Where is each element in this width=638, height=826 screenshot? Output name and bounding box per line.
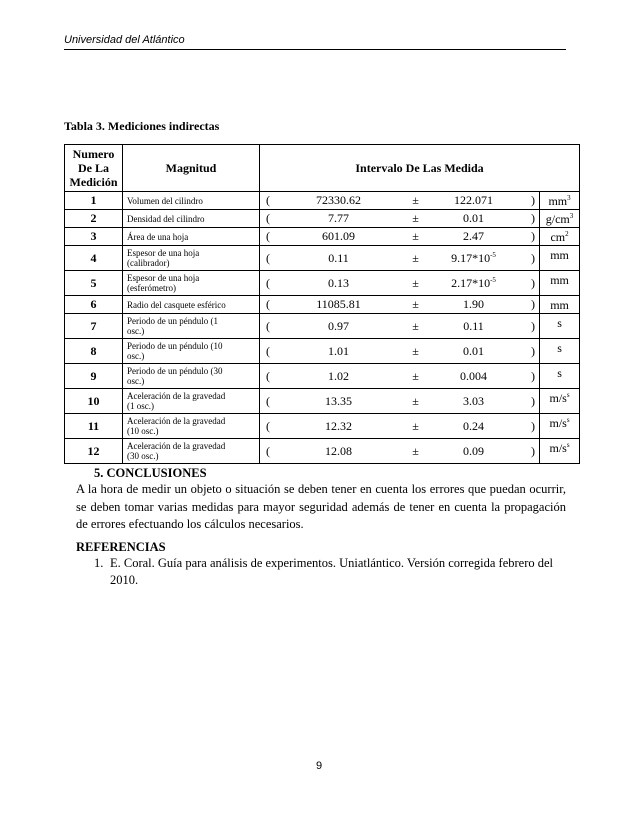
unit-text: s	[557, 341, 562, 355]
open-paren-text: (	[266, 211, 270, 225]
row-number-text: 10	[87, 393, 100, 408]
uncertainty-text: 0.01	[463, 343, 484, 358]
table-row	[65, 414, 580, 439]
row-unit	[540, 339, 580, 364]
close-paren-text: )	[531, 275, 535, 290]
plus-minus-text: ±	[412, 211, 419, 225]
magnitude-line2: osc.)	[127, 376, 145, 386]
plus-minus-text: ±	[412, 343, 419, 358]
row-value	[280, 210, 398, 228]
magnitude-line1: Espesor de una hoja	[127, 248, 200, 258]
value-text: 7.77	[328, 211, 349, 225]
row-number-text: 2	[90, 211, 97, 225]
row-unit	[540, 389, 580, 414]
magnitude-line2: osc.)	[127, 326, 145, 336]
close-paren	[514, 339, 540, 364]
close-paren	[514, 314, 540, 339]
unit-text: mm	[550, 298, 569, 312]
open-paren	[260, 192, 280, 210]
uncertainty-text: 0.004	[460, 368, 487, 383]
uncertainty-text: 1.90	[463, 297, 484, 311]
open-paren-text: (	[266, 193, 270, 207]
row-uncertainty	[434, 246, 514, 271]
row-number	[65, 339, 123, 364]
close-paren	[514, 228, 540, 246]
unit-exponent: s	[566, 441, 570, 449]
row-number-text: 4	[90, 250, 97, 265]
row-number-text: 6	[90, 297, 97, 311]
unit-text: m/s	[549, 416, 567, 430]
plus-minus-text: ±	[412, 418, 419, 433]
close-paren-text: )	[531, 418, 535, 433]
plus-minus-text: ±	[412, 393, 419, 408]
plus-minus	[398, 192, 434, 210]
close-paren-text: )	[531, 368, 535, 383]
table-row	[65, 192, 580, 210]
magnitude-line1: Densidad del cilindro	[127, 213, 205, 224]
value-text: 13.35	[325, 393, 352, 408]
unit-text: mm	[550, 273, 569, 287]
row-unit	[540, 246, 580, 271]
row-unit	[540, 439, 580, 464]
row-number-text: 1	[90, 193, 97, 207]
close-paren	[514, 414, 540, 439]
row-value	[280, 228, 398, 246]
open-paren	[260, 246, 280, 271]
magnitude-line2: (1 osc.)	[127, 401, 154, 411]
row-value	[280, 439, 398, 464]
row-uncertainty	[434, 364, 514, 389]
plus-minus	[398, 339, 434, 364]
close-paren-text: )	[531, 443, 535, 458]
uncertainty-text: 0.11	[463, 318, 484, 333]
row-value	[280, 339, 398, 364]
col-header-magnitude: Magnitud	[123, 145, 260, 192]
row-unit	[540, 414, 580, 439]
row-uncertainty	[434, 271, 514, 296]
open-paren-text: (	[266, 418, 270, 433]
plus-minus	[398, 228, 434, 246]
row-number-text: 5	[90, 275, 97, 290]
close-paren	[514, 364, 540, 389]
row-magnitude	[123, 228, 260, 246]
open-paren	[260, 439, 280, 464]
plus-minus	[398, 414, 434, 439]
row-magnitude	[123, 314, 260, 339]
reference-item	[94, 555, 566, 589]
open-paren-text: (	[266, 229, 270, 243]
unit-text: m/s	[549, 391, 567, 405]
unit-text: s	[557, 366, 562, 380]
value-text: 1.02	[328, 368, 349, 383]
measurements-table	[64, 144, 580, 464]
row-uncertainty	[434, 314, 514, 339]
close-paren	[514, 296, 540, 314]
open-paren	[260, 414, 280, 439]
table-title: Tabla 3. Mediciones indirectas	[64, 119, 220, 133]
unit-text: cm	[550, 230, 566, 244]
row-uncertainty	[434, 192, 514, 210]
open-paren-text: (	[266, 297, 270, 311]
row-magnitude	[123, 210, 260, 228]
open-paren	[260, 364, 280, 389]
plus-minus-text: ±	[412, 229, 419, 243]
row-number-text: 3	[90, 229, 97, 243]
row-uncertainty	[434, 296, 514, 314]
plus-minus	[398, 246, 434, 271]
magnitude-line2: (30 osc.)	[127, 451, 159, 461]
unit-exponent: 3	[569, 212, 574, 220]
uncertainty-text: 2.17*10	[451, 275, 491, 290]
close-paren	[514, 439, 540, 464]
row-magnitude	[123, 389, 260, 414]
col-header-number-line3: Medición	[69, 175, 118, 189]
table-row	[65, 271, 580, 296]
row-magnitude	[123, 192, 260, 210]
magnitude-line2: osc.)	[127, 351, 145, 361]
unit-exponent: 2	[565, 230, 569, 238]
magnitude-line1: Volumen del cilindro	[127, 195, 203, 206]
table-row	[65, 228, 580, 246]
conclusions-text: A la hora de medir un objeto o situación se deben tener en cuenta los errores que puedan ocurrir, se deben tomar varias medidas para mayor seguridad además de tener en cuenta la propagación de errores efectuando los cálculos necesarios.	[76, 482, 566, 531]
plus-minus	[398, 439, 434, 464]
uncertainty-text: 9.17*10	[451, 250, 491, 265]
value-text: 0.97	[328, 318, 349, 333]
references-title: REFERENCIAS	[76, 540, 166, 554]
table-row	[65, 314, 580, 339]
row-magnitude	[123, 246, 260, 271]
conclusions-title: 5. CONCLUSIONES	[94, 466, 207, 480]
value-text: 1.01	[328, 343, 349, 358]
open-paren-text: (	[266, 275, 270, 290]
row-value	[280, 246, 398, 271]
row-number-text: 9	[90, 368, 97, 383]
close-paren-text: )	[531, 250, 535, 265]
unit-text: s	[557, 316, 562, 330]
open-paren	[260, 389, 280, 414]
row-value	[280, 296, 398, 314]
row-number	[65, 210, 123, 228]
unit-exponent: 3	[567, 194, 571, 202]
plus-minus	[398, 210, 434, 228]
value-text: 11085.81	[316, 297, 361, 311]
unit-exponent: s	[566, 416, 570, 424]
row-uncertainty	[434, 339, 514, 364]
value-text: 0.13	[328, 275, 349, 290]
row-number	[65, 228, 123, 246]
reference-number: 1.	[94, 556, 104, 570]
open-paren-text: (	[266, 318, 270, 333]
table-row	[65, 210, 580, 228]
col-header-number	[65, 145, 123, 192]
close-paren	[514, 192, 540, 210]
row-magnitude	[123, 339, 260, 364]
value-text: 12.32	[325, 418, 352, 433]
row-unit	[540, 296, 580, 314]
close-paren	[514, 389, 540, 414]
unit-text: mm	[550, 248, 569, 262]
row-uncertainty	[434, 228, 514, 246]
uncertainty-text: 2.47	[463, 229, 484, 243]
table-row	[65, 364, 580, 389]
unit-exponent: s	[566, 391, 570, 399]
close-paren	[514, 246, 540, 271]
plus-minus-text: ±	[412, 368, 419, 383]
row-number	[65, 364, 123, 389]
value-text: 12.08	[325, 443, 352, 458]
table-row	[65, 339, 580, 364]
table-row	[65, 246, 580, 271]
magnitude-line1: Aceleración de la gravedad	[127, 441, 226, 451]
row-magnitude	[123, 364, 260, 389]
magnitude-line1: Aceleración de la gravedad	[127, 416, 226, 426]
open-paren-text: (	[266, 443, 270, 458]
page-number: 9	[315, 760, 323, 772]
row-unit	[540, 210, 580, 228]
row-value	[280, 271, 398, 296]
row-number	[65, 271, 123, 296]
table-body	[65, 192, 580, 464]
row-number-text: 8	[90, 343, 97, 358]
row-unit	[540, 314, 580, 339]
close-paren-text: )	[531, 393, 535, 408]
magnitude-line1: Periodo de un péndulo (30	[127, 366, 223, 376]
plus-minus-text: ±	[412, 297, 419, 311]
uncertainty-exponent: -5	[490, 275, 496, 284]
plus-minus	[398, 389, 434, 414]
row-magnitude	[123, 271, 260, 296]
col-header-number-line1: Numero	[72, 147, 115, 161]
row-value	[280, 314, 398, 339]
unit-text: mm	[548, 194, 568, 208]
open-paren	[260, 210, 280, 228]
close-paren-text: )	[531, 229, 535, 243]
value-text: 72330.62	[316, 193, 361, 207]
plus-minus	[398, 296, 434, 314]
plus-minus-text: ±	[412, 250, 419, 265]
open-paren-text: (	[266, 343, 270, 358]
magnitude-line1: Aceleración de la gravedad	[127, 391, 226, 401]
table-row	[65, 389, 580, 414]
page-header: Universidad del Atlántico	[64, 34, 566, 50]
row-value	[280, 192, 398, 210]
uncertainty-text: 122.071	[454, 193, 493, 207]
row-number	[65, 414, 123, 439]
open-paren	[260, 314, 280, 339]
unit-text: g/cm	[545, 212, 570, 226]
row-value	[280, 364, 398, 389]
row-value	[280, 414, 398, 439]
row-number-text: 7	[90, 318, 97, 333]
plus-minus-text: ±	[412, 318, 419, 333]
row-magnitude	[123, 296, 260, 314]
row-number	[65, 192, 123, 210]
row-unit	[540, 192, 580, 210]
magnitude-line1: Periodo de un péndulo (10	[127, 341, 223, 351]
close-paren	[514, 210, 540, 228]
value-text: 0.11	[328, 250, 349, 265]
row-value	[280, 389, 398, 414]
open-paren	[260, 271, 280, 296]
uncertainty-text: 0.01	[463, 211, 484, 225]
row-unit	[540, 271, 580, 296]
magnitude-line1: Periodo de un péndulo (1	[127, 316, 218, 326]
row-uncertainty	[434, 439, 514, 464]
row-unit	[540, 228, 580, 246]
magnitude-line2: (10 osc.)	[127, 426, 159, 436]
col-header-number-line2: De La	[78, 161, 109, 175]
plus-minus	[398, 364, 434, 389]
row-unit	[540, 364, 580, 389]
row-uncertainty	[434, 389, 514, 414]
open-paren	[260, 296, 280, 314]
row-uncertainty	[434, 210, 514, 228]
table-row	[65, 296, 580, 314]
uncertainty-text: 0.09	[463, 443, 484, 458]
uncertainty-exponent: -5	[490, 250, 496, 259]
magnitude-line2: (calibrador)	[127, 258, 170, 268]
open-paren	[260, 339, 280, 364]
uncertainty-text: 3.03	[463, 393, 484, 408]
row-number	[65, 246, 123, 271]
table-row	[65, 439, 580, 464]
close-paren-text: )	[531, 193, 535, 207]
open-paren-text: (	[266, 368, 270, 383]
close-paren	[514, 271, 540, 296]
row-number	[65, 389, 123, 414]
plus-minus	[398, 314, 434, 339]
close-paren-text: )	[531, 343, 535, 358]
magnitude-line2: (esferómetro)	[127, 283, 176, 293]
row-magnitude	[123, 439, 260, 464]
unit-text: m/s	[549, 441, 567, 455]
reference-text: E. Coral. Guía para análisis de experimentos. Uniatlántico. Versión corregida febrero del 2010.	[110, 556, 554, 587]
col-header-interval: Intervalo De Las Medida	[260, 145, 580, 192]
open-paren-text: (	[266, 393, 270, 408]
row-magnitude	[123, 414, 260, 439]
plus-minus-text: ±	[412, 443, 419, 458]
value-text: 601.09	[322, 229, 355, 243]
uncertainty-text: 0.24	[463, 418, 484, 433]
magnitude-line1: Radio del casquete esférico	[127, 299, 226, 310]
row-number-text: 12	[87, 443, 100, 458]
row-number	[65, 439, 123, 464]
row-number-text: 11	[87, 418, 100, 433]
magnitude-line1: Espesor de una hoja	[127, 273, 200, 283]
open-paren	[260, 228, 280, 246]
plus-minus-text: ±	[412, 193, 419, 207]
close-paren-text: )	[531, 318, 535, 333]
row-number	[65, 296, 123, 314]
plus-minus	[398, 271, 434, 296]
close-paren-text: )	[531, 297, 535, 311]
close-paren-text: )	[531, 211, 535, 225]
row-uncertainty	[434, 414, 514, 439]
plus-minus-text: ±	[412, 275, 419, 290]
row-number	[65, 314, 123, 339]
open-paren-text: (	[266, 250, 270, 265]
magnitude-line1: Área de una hoja	[127, 231, 189, 242]
